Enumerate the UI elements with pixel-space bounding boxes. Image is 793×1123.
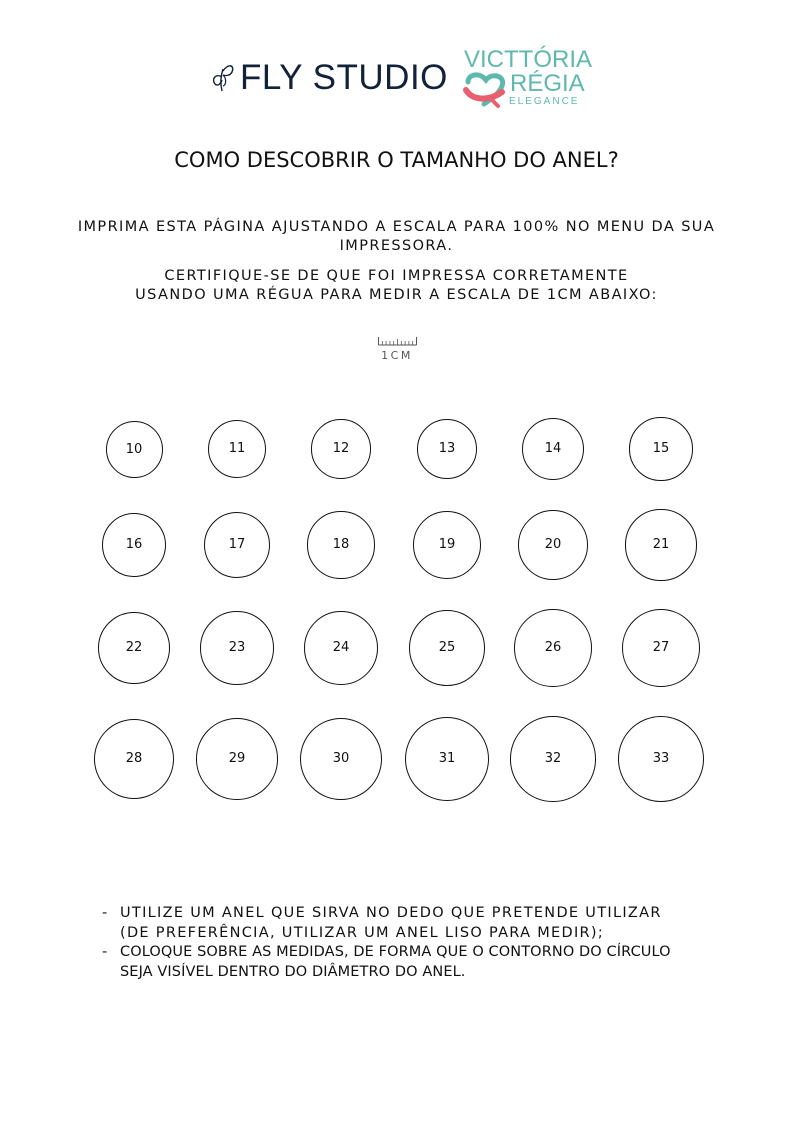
ring-size-label: 30 [332,751,350,767]
ring-size-label: 28 [125,751,143,767]
ring-size-label: 19 [438,537,456,553]
logo-vr-line2: RÉGIA [510,70,585,97]
ring-size-32 [510,716,595,801]
ring-size-30 [300,718,383,801]
logo-vr-line3: ELEGANCE [509,96,580,107]
note-place-ring-line-1: COLOQUE SOBRE AS MEDIDAS, DE FORMA QUE O CONTORNO DO CÍRCULO [120,944,671,960]
ring-size-label: 25 [438,640,456,656]
note-use-ring-line-1: UTILIZE UM ANEL QUE SIRVA NO DEDO QUE PRETENDE UTILIZAR [120,905,662,921]
ring-size-21 [625,509,696,580]
ring-size-14 [522,418,584,480]
ring-size-label: 21 [652,537,670,553]
ring-size-label: 32 [544,751,562,767]
ring-size-label: 31 [438,751,456,767]
ruler-label: 1CM [381,349,413,362]
ring-size-17 [204,512,270,578]
ring-size-29 [196,718,277,799]
ring-size-label: 23 [228,640,246,656]
note-use-ring-line-2: (DE PREFERÊNCIA, UTILIZAR UM ANEL LISO PARA MEDIR); [120,924,605,941]
ring-size-label: 15 [652,441,670,457]
ring-size-label: 33 [652,751,670,767]
ring-size-31 [405,717,489,801]
instruction-print-scale: IMPRIMA ESTA PÁGINA AJUSTANDO A ESCALA PARA 100% NO MENU DA SUA IMPRESSORA. [77,219,716,254]
ring-size-label: 13 [438,441,456,457]
ring-size-label: 29 [228,751,246,767]
page-title: COMO DESCOBRIR O TAMANHO DO ANEL? [174,148,619,172]
instruction-check-line-2: USANDO UMA RÉGUA PARA MEDIR A ESCALA DE 1CM ABAIXO: [135,287,658,303]
ring-size-label: 22 [125,640,143,656]
ring-size-24 [304,611,379,686]
ring-size-22 [98,612,170,684]
ring-size-26 [514,609,591,686]
ring-size-11 [208,420,266,478]
ring-size-23 [200,611,274,685]
ring-size-33 [618,716,704,802]
ring-size-label: 18 [332,537,350,553]
ring-size-label: 12 [332,441,350,457]
ring-size-label: 16 [125,537,143,553]
note-place-ring-line-2: SEJA VISÍVEL DENTRO DO DIÂMETRO DO ANEL. [120,963,466,980]
fly-studio-wordmark: FLY STUDIO [240,58,448,97]
ring-size-20 [518,510,588,580]
ring-size-19 [413,511,482,580]
ring-size-label: 17 [228,537,246,553]
ring-size-25 [409,610,485,686]
ring-size-label: 26 [544,640,562,656]
ring-size-label: 20 [544,537,562,553]
ring-size-label: 14 [544,441,562,457]
ring-size-label: 27 [652,640,670,656]
ring-size-15 [629,417,692,480]
bullet-dash: - [102,905,109,921]
ring-size-27 [622,609,701,688]
ring-size-28 [94,719,174,799]
ring-size-10 [106,421,163,478]
ring-size-12 [311,419,371,479]
ring-size-18 [307,511,374,578]
instruction-check-line-1: CERTIFIQUE-SE DE QUE FOI IMPRESSA CORRETAMENTE [164,268,629,284]
ring-size-label: 24 [332,640,350,656]
logo-vr-line1: VICTTÓRIA [464,46,593,73]
ring-size-13 [417,419,478,480]
ring-size-label: 10 [125,441,143,457]
ring-size-16 [102,513,167,578]
bullet-dash: - [102,944,108,960]
ring-size-label: 11 [228,441,246,457]
